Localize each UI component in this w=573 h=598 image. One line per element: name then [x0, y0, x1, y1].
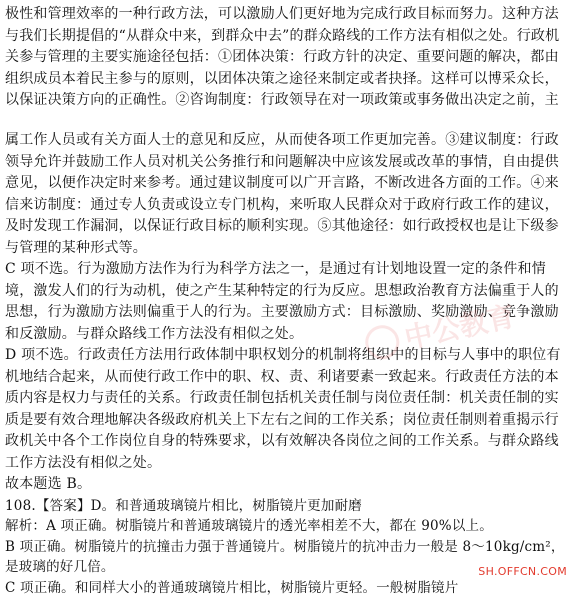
main-text-block [5, 130, 567, 598]
paragraph-intro: 极性和管理效率的一种行政方法，可以激励人们更好地为完成行政目标而努力。这种方法与我们长期提倡的“从群众中来，到群众中去”的群众路线的工作方法有相似之处。行政机关参与管理的主要实施途径包括：①团体决策：行政方针的决定、重要问题的解决，都由组织成员本着民主参与的原则，以团体决策之途径来制定或者抉择。这样可以博采众长，以保证决策方向的正确性。②咨询制度：行政领导在对一项政策或事务做出决定之前，主 [5, 4, 567, 133]
question-108-option-c: C 项正确。和同样大小的普通玻璃镜片相比，树脂镜片更轻。一般树脂镜片 [5, 578, 567, 598]
paragraph-participation: 属工作人员或有关方面人士的意见和反应，从而使各项工作更加完善。③建议制度：行政领导允许并鼓励工作人员对机关公务推行和问题解决中应该发展或改革的事情，自由提供意见，以便作决定时来参考。通过建议制度可以广开言路，不断改进各方面的工作。④来信来访制度：通过专人负责或设立专门机构，来听取人民群众对于政府行政工作的建议，及时发现工作漏洞，以保证行政目标的顺利实现。⑤其他途径：如行政授权也是让下级参与管理的某种形式等。 [5, 130, 567, 259]
paragraph-option-c: C 项不选。行为激励方法作为行为科学方法之一，是通过有计划地设置一定的条件和情境，激发人们的行为动机，使之产生某种特定的行为反应。思想政治教育方法偏重于人的思想，行为激励方法则偏重于人的行为。主要激励方式：目标激励、奖励激励、竞争激励和反激励。与群众路线工作方法没有相似之处。 [5, 259, 567, 345]
footer-link[interactable]: SH.OFFCN.COM [478, 565, 567, 578]
paragraph-option-d: D 项不选。行政责任方法用行政体制中职权划分的机制将组织中的目标与人事中的职位有机地结合起来，从而使行政工作中的职、权、责、利诸要素一致起来。行政责任方法的本质内容是权力与责任的关系。行政责任制包括机关责任制与岗位责任制：机关责任制的实质是要有效合理地解决各级政府机关上下左右之间的工作关系；岗位责任制则着重揭示行政机关中各个工作岗位自身的特殊要求，以有效解决各岗位之间的工作关系。与群众路线工作方法没有相似之处。 [5, 345, 567, 474]
page-gap [0, 108, 573, 128]
answer-line: 故本题选 B。 [5, 474, 567, 496]
question-108-header: 108.【答案】D。和普通玻璃镜片相比，树脂镜片更加耐磨 [5, 496, 567, 517]
watermark-text: 中公教育 [401, 295, 519, 357]
question-108-analysis: 解析：A 项正确。树脂镜片和普通玻璃镜片的透光率相差不大，都在 90%以上。 [5, 516, 567, 537]
question-108-option-b: B 项正确。树脂镜片的抗撞击力强于普通镜片。树脂镜片的抗冲击力一般是 8～10kg/cm²，是玻璃的好几倍。 [5, 537, 567, 578]
